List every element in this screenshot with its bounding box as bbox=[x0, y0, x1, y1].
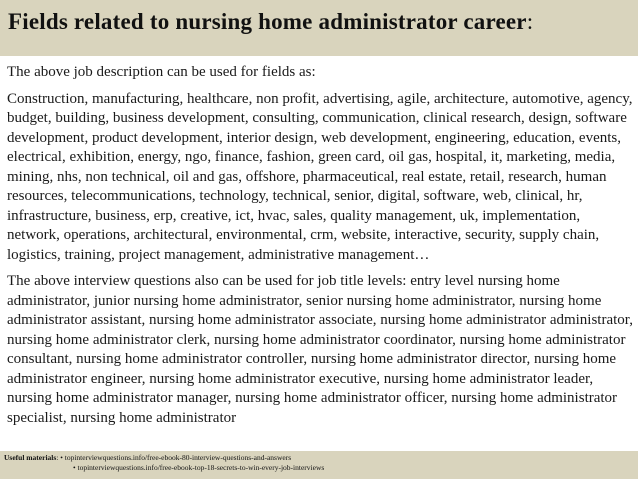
footer-label: Useful materials bbox=[4, 453, 57, 462]
footer-separator: : bbox=[56, 453, 59, 462]
page-title-text: Fields related to nursing home administrator career bbox=[8, 9, 527, 34]
title-bar bbox=[0, 0, 638, 56]
footer-row-2 bbox=[4, 463, 638, 473]
page-title-colon: : bbox=[526, 9, 534, 34]
footer-link-1[interactable]: • topinterviewquestions.info/free-ebook-80-interview-questions-and-answers bbox=[60, 453, 292, 462]
page-title bbox=[8, 9, 638, 35]
fields-paragraph: Construction, manufacturing, healthcare, non profit, advertising, agile, architecture, automotive, agency, budget, building, business development, consulting, communication, clinical research, design, software development, product development, interior design, web development, engineering, education, events, electrical, exhibition, energy, ngo, finance, fashion, green card, oil gas, hospital, it, marketing, media, mining, nhs, non technical, oil and gas, offshore, pharmaceutical, real estate, retail, research, human resources, telecommunications, technology, technical, senior, digital, software, web, clinical, hr, infrastructure, business, erp, creative, ict, hvac, sales, quality management, uk, implementation, network, operations, architectural, environmental, crm, website, interactive, security, supply chain, logistics, training, project management, administrative management… bbox=[7, 90, 633, 263]
job-levels-paragraph: The above interview questions also can be used for job title levels: entry level nursing home administrator, junior nursing home administrator, senior nursing home administrator, nursing home administrator assistant, nursing home administrator associate, nursing home administrator administrator, nursing home administrator clerk, nursing home administrator coordinator, nursing home administrator consultant, nursing home administrator controller, nursing home administrator director, nursing home administrator engineer, nursing home administrator executive, nursing home administrator leader, nursing home administrator manager, nursing home administrator officer, nursing home administrator specialist, nursing home administrator bbox=[7, 273, 633, 426]
footer-bar bbox=[0, 451, 638, 479]
main-content bbox=[7, 63, 635, 435]
intro-paragraph: The above job description can be used for fields as: bbox=[7, 64, 316, 80]
footer-row-1 bbox=[4, 453, 638, 463]
footer-link-2[interactable]: • topinterviewquestions.info/free-ebook-top-18-secrets-to-win-every-job-interviews bbox=[73, 463, 325, 472]
